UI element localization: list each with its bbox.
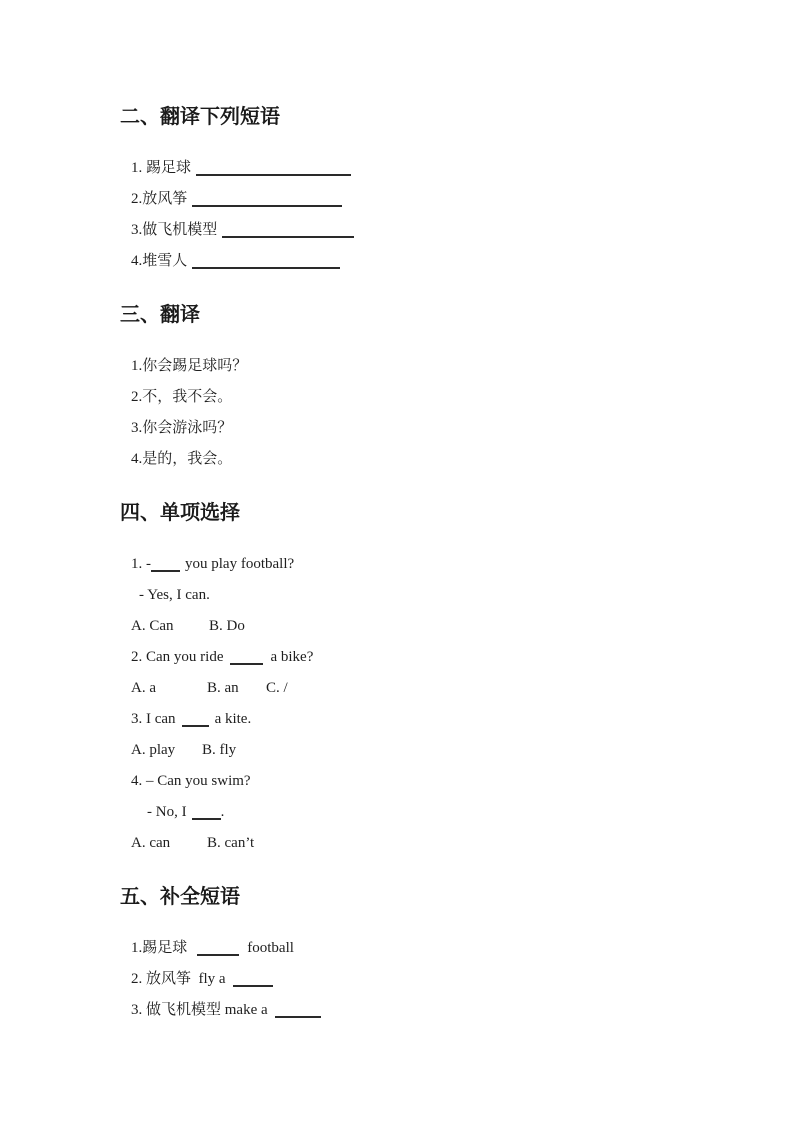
s4-q2-question [116, 633, 733, 664]
section-5-heading: 五、补全短语 [120, 886, 240, 908]
s4-q1-question [116, 540, 733, 571]
s4-q3-blank-line [182, 724, 209, 727]
s2-item-1-blank-line [196, 173, 351, 176]
s3-item-3 [116, 404, 733, 435]
s4-q4-blank-line [192, 817, 221, 820]
s4-q4-answer [116, 788, 733, 819]
s2-item-2-label: 2.放风筝 [131, 191, 188, 207]
s4-q2-option-c: C. / [266, 680, 288, 696]
s4-q3-pre: 3. I can [131, 711, 176, 727]
s4-q4-answer-post: . [220, 804, 225, 820]
s4-q4-option-a: A. can [131, 835, 171, 851]
s2-item-3 [116, 206, 733, 237]
s4-q2-post: a bike? [270, 649, 314, 665]
s5-item-1-pre: 1.踢足球 [131, 940, 188, 956]
s2-item-4 [116, 237, 733, 268]
s3-item-1 [116, 342, 733, 373]
s2-item-1-label: 1. 踢足球 [131, 160, 192, 176]
section-2-heading: 二、翻译下列短语 [120, 106, 280, 128]
s4-q2-option-a: A. a [131, 680, 156, 696]
section-3-heading: 三、翻译 [120, 304, 200, 326]
s2-item-2-blank-line [192, 204, 342, 207]
s4-q4-answer-pre: - No, I [147, 804, 187, 820]
s5-item-2-pre: 2. 放风筝 fly a [131, 971, 226, 987]
s4-q1-answer-text: - Yes, I can. [139, 587, 210, 603]
s4-q4-question-text: 4. – Can you swim? [131, 773, 251, 789]
s4-q2-pre: 2. Can you ride [131, 649, 224, 665]
s4-q3-post: a kite. [214, 711, 252, 727]
s3-item-2-label: 2.不，我不会。 [131, 389, 233, 405]
s3-item-3-label: 3.你会游泳吗？ [131, 420, 233, 436]
s4-q4-option-b: B. can’t [207, 835, 255, 851]
s4-q3-options [116, 726, 733, 757]
s2-item-3-label: 3.做飞机模型 [131, 222, 218, 238]
s4-q3-option-a: A. play [131, 742, 176, 758]
s4-q2-blank-line [230, 662, 263, 665]
section-4-heading: 四、单项选择 [120, 502, 240, 524]
s5-item-3-blank-line [275, 1015, 321, 1018]
s4-q2-options [116, 664, 733, 695]
s4-q1-pre: 1. - [131, 556, 151, 572]
s3-item-2 [116, 373, 733, 404]
s4-q4-options [116, 819, 733, 850]
s5-item-1 [116, 924, 733, 955]
s2-item-2 [116, 175, 733, 206]
s4-q3-question [116, 695, 733, 726]
s2-item-3-blank-line [222, 235, 354, 238]
s3-item-1-label: 1.你会踢足球吗？ [131, 358, 248, 374]
s5-item-2-blank-line [233, 984, 273, 987]
s4-q3-option-b: B. fly [202, 742, 237, 758]
s2-item-4-label: 4.堆雪人 [131, 253, 188, 269]
s2-item-4-blank-line [192, 266, 340, 269]
s5-item-3-pre: 3. 做飞机模型 make a [131, 1002, 268, 1018]
s5-item-1-blank-line [197, 953, 239, 956]
s5-item-2 [116, 955, 733, 986]
s4-q1-option-a: A. Can [131, 618, 174, 634]
s4-q1-blank-line [151, 569, 180, 572]
s3-item-4-label: 4.是的，我会。 [131, 451, 233, 467]
s4-q1-options [116, 602, 733, 633]
s5-item-3 [116, 986, 733, 1017]
s4-q1-answer [116, 571, 733, 602]
s5-item-1-post: football [247, 940, 294, 956]
s4-q2-option-b: B. an [207, 680, 239, 696]
s4-q4-question [116, 757, 733, 788]
s3-item-4 [116, 435, 733, 466]
s4-q1-post: you play football? [185, 556, 295, 572]
s4-q1-option-b: B. Do [209, 618, 245, 634]
s2-item-1 [116, 144, 733, 175]
